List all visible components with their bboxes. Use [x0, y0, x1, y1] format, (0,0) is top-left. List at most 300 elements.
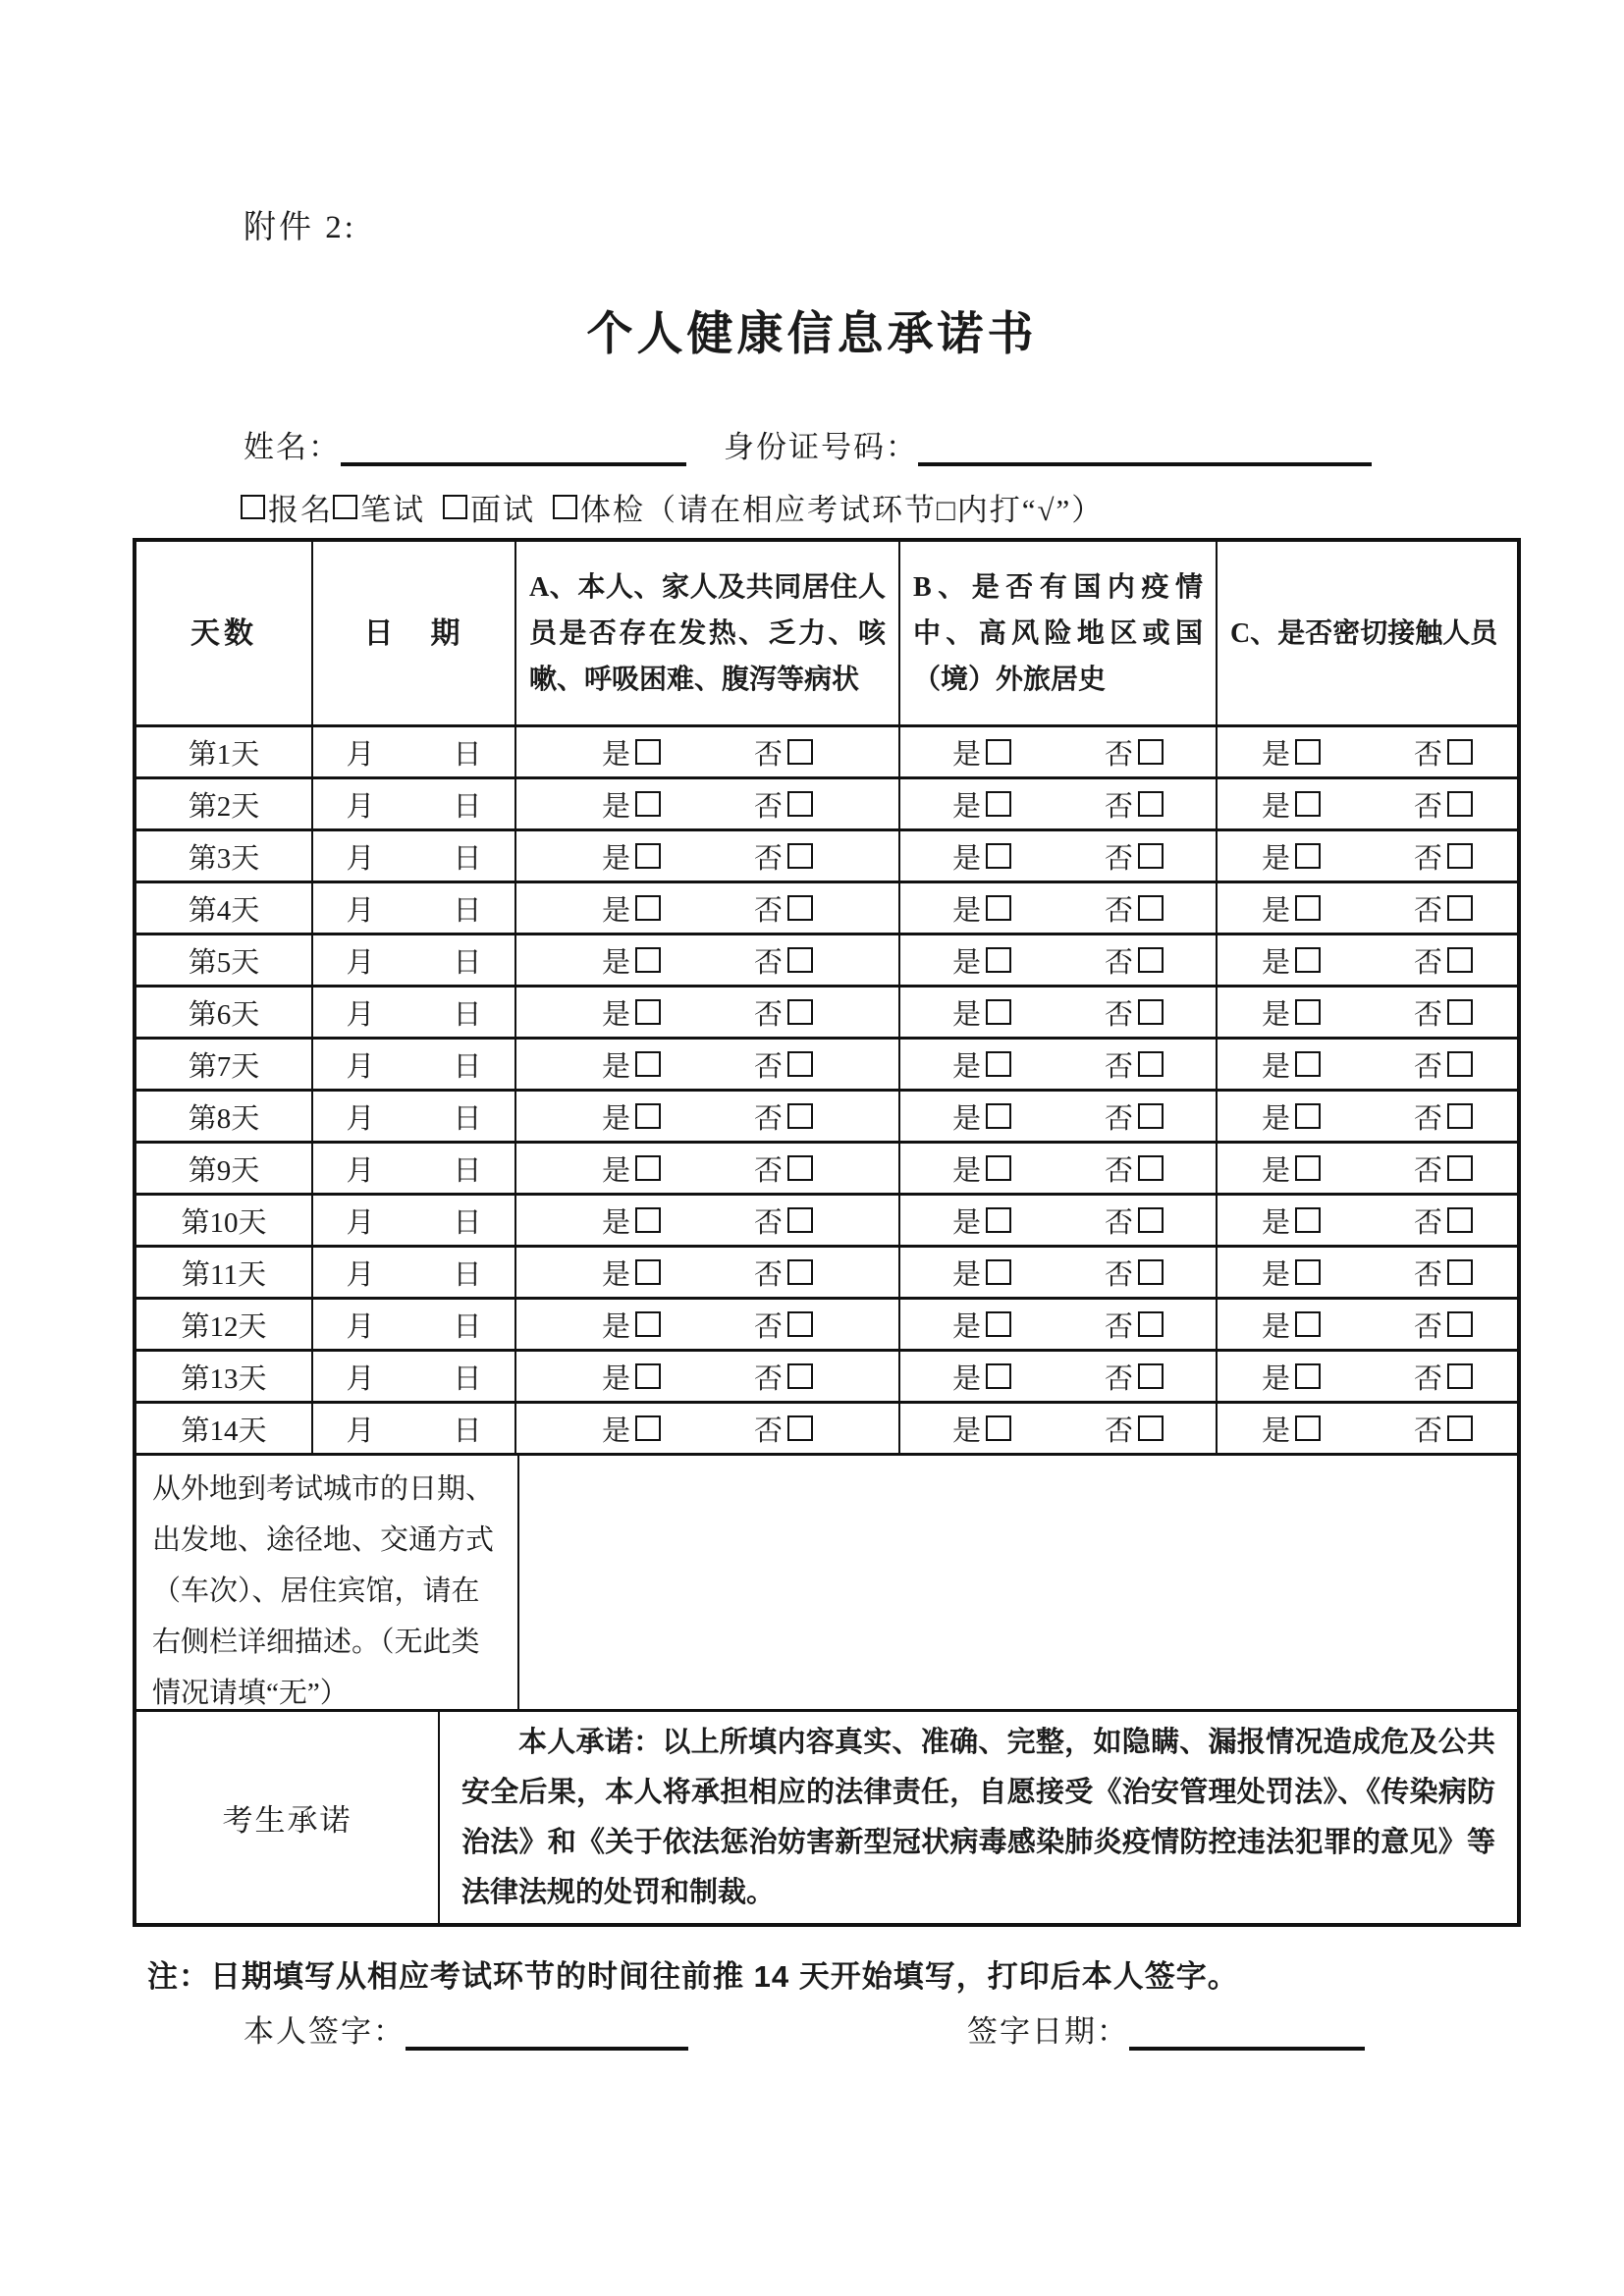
- signature-row: [0, 2006, 1624, 2056]
- yes-option: [952, 732, 1011, 773]
- health-table: [133, 538, 1521, 1927]
- no-option: [1105, 1201, 1164, 1241]
- yes-label: 是: [1261, 1310, 1290, 1343]
- no-checkbox[interactable]: [1447, 1259, 1473, 1285]
- answer-a-cell: [514, 831, 898, 881]
- month-label: 月: [346, 1310, 375, 1343]
- table-row: [136, 1245, 1517, 1297]
- day-cell: 第8天: [188, 1102, 260, 1135]
- yes-checkbox[interactable]: [635, 947, 661, 973]
- yes-checkbox[interactable]: [1295, 1207, 1321, 1233]
- day-label: 日: [453, 1258, 482, 1291]
- yes-label: 是: [601, 738, 630, 771]
- table-row: [136, 1037, 1517, 1089]
- answer-a-cell: [514, 1040, 898, 1089]
- no-option: [754, 1253, 813, 1293]
- date-cell[interactable]: [311, 1196, 514, 1245]
- exam-stage-option: [553, 485, 645, 529]
- date-cell[interactable]: [311, 779, 514, 828]
- no-checkbox[interactable]: [787, 1415, 813, 1441]
- month-label: 月: [346, 1415, 375, 1447]
- answer-a-cell: [514, 1300, 898, 1349]
- exam-option-label: 笔试: [360, 493, 425, 527]
- day-cell: 第13天: [181, 1362, 267, 1395]
- answer-a-cell: [514, 1092, 898, 1141]
- attachment-label: 附件 2:: [244, 210, 356, 245]
- month-label: 月: [346, 946, 375, 979]
- no-label: 否: [1414, 1362, 1443, 1395]
- yes-label: 是: [951, 1154, 981, 1187]
- yes-checkbox[interactable]: [1295, 947, 1321, 973]
- yes-checkbox[interactable]: [635, 843, 661, 869]
- no-label: 否: [754, 1415, 784, 1447]
- no-label: 否: [754, 842, 784, 875]
- day-rows: [136, 724, 1517, 1453]
- answer-a-cell: [514, 988, 898, 1037]
- no-option: [1414, 836, 1473, 877]
- yes-option: [952, 1148, 1011, 1189]
- yes-checkbox[interactable]: [1295, 1363, 1321, 1389]
- no-option: [754, 1201, 813, 1241]
- no-checkbox[interactable]: [787, 739, 813, 765]
- yes-label: 是: [1261, 842, 1290, 875]
- day-cell: 第3天: [188, 842, 260, 875]
- no-checkbox[interactable]: [1447, 1103, 1473, 1129]
- no-label: 否: [1414, 998, 1443, 1031]
- no-label: 否: [1105, 1102, 1134, 1135]
- no-label: 否: [754, 1258, 784, 1291]
- day-label: 日: [453, 1362, 482, 1395]
- header-close-contact: C、是否密切接触人员: [1216, 542, 1517, 724]
- month-label: 月: [346, 1154, 375, 1187]
- yes-option: [602, 1305, 661, 1345]
- no-label: 否: [754, 1154, 784, 1187]
- no-checkbox[interactable]: [1138, 1363, 1164, 1389]
- answer-b-cell: [898, 988, 1216, 1037]
- table-row: [136, 1297, 1517, 1349]
- yes-label: 是: [601, 1154, 630, 1187]
- table-row: [136, 1141, 1517, 1193]
- table-row: [136, 724, 1517, 776]
- yes-option: [1262, 1253, 1321, 1293]
- table-row: [136, 776, 1517, 828]
- no-label: 否: [754, 1310, 784, 1343]
- yes-option: [1262, 784, 1321, 825]
- yes-label: 是: [601, 1362, 630, 1395]
- no-checkbox[interactable]: [1138, 1311, 1164, 1337]
- yes-label: 是: [601, 1102, 630, 1135]
- yes-label: 是: [951, 1102, 981, 1135]
- no-checkbox[interactable]: [1138, 1207, 1164, 1233]
- no-option: [1105, 1148, 1164, 1189]
- no-label: 否: [1414, 790, 1443, 823]
- no-checkbox[interactable]: [1447, 895, 1473, 921]
- no-option: [754, 1409, 813, 1449]
- no-checkbox[interactable]: [1447, 1363, 1473, 1389]
- day-cell: 第6天: [188, 998, 260, 1031]
- exam-stage-checkbox[interactable]: [443, 495, 467, 519]
- yes-label: 是: [1261, 1102, 1290, 1135]
- no-option: [1105, 836, 1164, 877]
- yes-checkbox[interactable]: [1295, 1415, 1321, 1441]
- no-option: [1105, 1409, 1164, 1449]
- answer-b-cell: [898, 727, 1216, 776]
- day-label: 日: [453, 1310, 482, 1343]
- header-date: 日 期: [311, 542, 514, 724]
- answer-b-cell: [898, 935, 1216, 985]
- no-checkbox[interactable]: [1138, 999, 1164, 1025]
- yes-label: 是: [601, 946, 630, 979]
- yes-checkbox[interactable]: [1295, 843, 1321, 869]
- yes-checkbox[interactable]: [635, 895, 661, 921]
- yes-checkbox[interactable]: [986, 843, 1011, 869]
- no-option: [1414, 888, 1473, 929]
- yes-option: [1262, 1096, 1321, 1137]
- no-checkbox[interactable]: [787, 1259, 813, 1285]
- date-cell[interactable]: [311, 1352, 514, 1401]
- no-option: [1414, 1253, 1473, 1293]
- date-cell[interactable]: [311, 1040, 514, 1089]
- no-option: [1414, 1201, 1473, 1241]
- yes-checkbox[interactable]: [986, 1155, 1011, 1181]
- yes-checkbox[interactable]: [986, 1051, 1011, 1077]
- date-cell[interactable]: [311, 1404, 514, 1453]
- month-label: 月: [346, 842, 375, 875]
- answer-b-cell: [898, 1404, 1216, 1453]
- no-label: 否: [1105, 1310, 1134, 1343]
- no-option: [1414, 1409, 1473, 1449]
- yes-checkbox[interactable]: [635, 999, 661, 1025]
- yes-option: [952, 1253, 1011, 1293]
- yes-label: 是: [951, 1206, 981, 1239]
- travel-row: [136, 1453, 1517, 1709]
- no-checkbox[interactable]: [787, 843, 813, 869]
- yes-checkbox[interactable]: [635, 791, 661, 817]
- yes-checkbox[interactable]: [986, 1259, 1011, 1285]
- no-checkbox[interactable]: [1138, 739, 1164, 765]
- answer-b-cell: [898, 1040, 1216, 1089]
- no-checkbox[interactable]: [787, 1155, 813, 1181]
- yes-label: 是: [951, 1050, 981, 1083]
- yes-checkbox[interactable]: [986, 1311, 1011, 1337]
- no-label: 否: [1414, 1206, 1443, 1239]
- day-cell: 第12天: [181, 1310, 267, 1343]
- sign-date-underline[interactable]: [1129, 2017, 1365, 2051]
- yes-label: 是: [951, 1258, 981, 1291]
- day-label: 日: [453, 790, 482, 823]
- name-id-row: [244, 422, 1372, 466]
- no-checkbox[interactable]: [1138, 843, 1164, 869]
- id-underline[interactable]: [918, 433, 1372, 466]
- yes-checkbox[interactable]: [635, 739, 661, 765]
- day-label: 日: [453, 998, 482, 1031]
- month-label: 月: [346, 1258, 375, 1291]
- yes-label: 是: [1261, 1362, 1290, 1395]
- yes-option: [1262, 888, 1321, 929]
- answer-c-cell: [1216, 1300, 1517, 1349]
- yes-checkbox[interactable]: [1295, 895, 1321, 921]
- exam-option-label: 报名: [268, 493, 333, 527]
- no-option: [1414, 784, 1473, 825]
- no-checkbox[interactable]: [1447, 1311, 1473, 1337]
- yes-checkbox[interactable]: [986, 1207, 1011, 1233]
- date-cell[interactable]: [311, 1144, 514, 1193]
- month-label: 月: [346, 1102, 375, 1135]
- exam-stage-option: [241, 485, 333, 529]
- no-checkbox[interactable]: [1447, 791, 1473, 817]
- no-checkbox[interactable]: [787, 1051, 813, 1077]
- no-label: 否: [1105, 842, 1134, 875]
- no-checkbox[interactable]: [1447, 1155, 1473, 1181]
- yes-checkbox[interactable]: [1295, 1311, 1321, 1337]
- yes-checkbox[interactable]: [635, 1259, 661, 1285]
- answer-c-cell: [1216, 1196, 1517, 1245]
- exam-stage-checkbox[interactable]: [553, 495, 577, 519]
- day-label: 日: [453, 1415, 482, 1447]
- answer-b-cell: [898, 1300, 1216, 1349]
- yes-label: 是: [1261, 738, 1290, 771]
- header-days: 天数: [190, 616, 257, 650]
- no-option: [1105, 1305, 1164, 1345]
- month-label: 月: [346, 738, 375, 771]
- table-row: [136, 933, 1517, 985]
- day-label: 日: [453, 1206, 482, 1239]
- yes-checkbox[interactable]: [635, 1155, 661, 1181]
- table-header-row: [136, 542, 1517, 724]
- answer-a-cell: [514, 883, 898, 933]
- sign-date-label: 签字日期：: [967, 2014, 1129, 2049]
- yes-label: 是: [601, 1310, 630, 1343]
- yes-checkbox[interactable]: [986, 895, 1011, 921]
- date-cell[interactable]: [311, 883, 514, 933]
- yes-option: [952, 836, 1011, 877]
- date-cell[interactable]: [311, 935, 514, 985]
- yes-option: [952, 1409, 1011, 1449]
- yes-label: 是: [1261, 1050, 1290, 1083]
- date-cell[interactable]: [311, 1300, 514, 1349]
- no-label: 否: [1105, 998, 1134, 1031]
- yes-option: [1262, 1409, 1321, 1449]
- date-cell[interactable]: [311, 831, 514, 881]
- no-label: 否: [1105, 1050, 1134, 1083]
- no-label: 否: [1414, 1258, 1443, 1291]
- no-option: [1105, 1096, 1164, 1137]
- yes-checkbox[interactable]: [986, 999, 1011, 1025]
- yes-option: [602, 1148, 661, 1189]
- no-checkbox[interactable]: [787, 1311, 813, 1337]
- no-label: 否: [1414, 1310, 1443, 1343]
- no-checkbox[interactable]: [1138, 1415, 1164, 1441]
- date-cell[interactable]: [311, 1092, 514, 1141]
- no-checkbox[interactable]: [1447, 999, 1473, 1025]
- no-label: 否: [1105, 1154, 1134, 1187]
- yes-label: 是: [1261, 790, 1290, 823]
- yes-option: [952, 1305, 1011, 1345]
- no-checkbox[interactable]: [787, 1103, 813, 1129]
- no-checkbox[interactable]: [1138, 791, 1164, 817]
- day-label: 日: [453, 946, 482, 979]
- yes-checkbox[interactable]: [1295, 1259, 1321, 1285]
- answer-b-cell: [898, 1196, 1216, 1245]
- exam-stage-option: [333, 485, 425, 529]
- no-option: [1105, 784, 1164, 825]
- month-label: 月: [346, 790, 375, 823]
- pledge-row: [136, 1709, 1517, 1923]
- no-label: 否: [1105, 946, 1134, 979]
- month-label: 月: [346, 998, 375, 1031]
- answer-c-cell: [1216, 988, 1517, 1037]
- no-label: 否: [754, 894, 784, 927]
- answer-b-cell: [898, 1352, 1216, 1401]
- no-option: [754, 1305, 813, 1345]
- day-label: 日: [453, 1050, 482, 1083]
- no-option: [1414, 1044, 1473, 1085]
- yes-option: [952, 1357, 1011, 1397]
- no-checkbox[interactable]: [1138, 1051, 1164, 1077]
- table-row: [136, 1349, 1517, 1401]
- name-underline[interactable]: [341, 433, 686, 466]
- no-checkbox[interactable]: [1447, 1051, 1473, 1077]
- yes-option: [602, 1357, 661, 1397]
- yes-checkbox[interactable]: [635, 1363, 661, 1389]
- yes-checkbox[interactable]: [986, 947, 1011, 973]
- date-cell[interactable]: [311, 727, 514, 776]
- yes-label: 是: [601, 1050, 630, 1083]
- no-checkbox[interactable]: [787, 895, 813, 921]
- yes-checkbox[interactable]: [1295, 791, 1321, 817]
- no-checkbox[interactable]: [1138, 895, 1164, 921]
- yes-checkbox[interactable]: [1295, 1051, 1321, 1077]
- yes-checkbox[interactable]: [1295, 999, 1321, 1025]
- no-checkbox[interactable]: [1447, 843, 1473, 869]
- yes-label: 是: [601, 1415, 630, 1447]
- no-label: 否: [754, 1206, 784, 1239]
- no-checkbox[interactable]: [1138, 1259, 1164, 1285]
- no-checkbox[interactable]: [1447, 1207, 1473, 1233]
- exam-stage-checkbox[interactable]: [241, 495, 265, 519]
- table-row: [136, 1193, 1517, 1245]
- date-cell[interactable]: [311, 988, 514, 1037]
- yes-label: 是: [951, 1362, 981, 1395]
- no-label: 否: [754, 1102, 784, 1135]
- answer-b-cell: [898, 1144, 1216, 1193]
- yes-checkbox[interactable]: [986, 791, 1011, 817]
- month-label: 月: [346, 894, 375, 927]
- yes-checkbox[interactable]: [986, 1103, 1011, 1129]
- no-checkbox[interactable]: [1447, 1415, 1473, 1441]
- no-checkbox[interactable]: [1138, 1155, 1164, 1181]
- day-cell: 第10天: [181, 1206, 267, 1239]
- no-option: [1414, 1148, 1473, 1189]
- no-option: [1414, 940, 1473, 981]
- answer-c-cell: [1216, 1404, 1517, 1453]
- travel-details-area[interactable]: [517, 1456, 1517, 1709]
- no-checkbox[interactable]: [1138, 1103, 1164, 1129]
- no-label: 否: [1414, 1154, 1443, 1187]
- no-label: 否: [754, 790, 784, 823]
- no-option: [754, 1096, 813, 1137]
- answer-c-cell: [1216, 1144, 1517, 1193]
- yes-option: [602, 836, 661, 877]
- no-label: 否: [1414, 1102, 1443, 1135]
- yes-option: [952, 784, 1011, 825]
- yes-checkbox[interactable]: [635, 1051, 661, 1077]
- no-checkbox[interactable]: [787, 1363, 813, 1389]
- month-label: 月: [346, 1050, 375, 1083]
- name-label: 姓名：: [244, 430, 341, 464]
- signature-underline[interactable]: [406, 2017, 688, 2051]
- no-label: 否: [1105, 1206, 1134, 1239]
- yes-checkbox[interactable]: [635, 1415, 661, 1441]
- answer-c-cell: [1216, 1352, 1517, 1401]
- answer-b-cell: [898, 779, 1216, 828]
- no-checkbox[interactable]: [787, 947, 813, 973]
- day-label: 日: [453, 842, 482, 875]
- no-option: [1105, 888, 1164, 929]
- exam-stage-row: [241, 485, 1104, 529]
- no-label: 否: [1414, 738, 1443, 771]
- yes-label: 是: [951, 790, 981, 823]
- yes-checkbox[interactable]: [635, 1311, 661, 1337]
- answer-a-cell: [514, 779, 898, 828]
- no-label: 否: [1105, 1415, 1134, 1447]
- yes-checkbox[interactable]: [1295, 1155, 1321, 1181]
- yes-option: [602, 784, 661, 825]
- answer-c-cell: [1216, 1248, 1517, 1297]
- exam-instruction: （请在相应考试环节□内打“√”）: [645, 493, 1105, 527]
- yes-option: [1262, 1201, 1321, 1241]
- no-checkbox[interactable]: [787, 791, 813, 817]
- yes-checkbox[interactable]: [986, 1415, 1011, 1441]
- no-label: 否: [754, 998, 784, 1031]
- day-cell: 第7天: [188, 1050, 260, 1083]
- exam-stage-checkbox[interactable]: [333, 495, 357, 519]
- yes-label: 是: [1261, 998, 1290, 1031]
- no-option: [754, 732, 813, 773]
- answer-b-cell: [898, 883, 1216, 933]
- yes-checkbox[interactable]: [635, 1207, 661, 1233]
- yes-option: [1262, 1148, 1321, 1189]
- yes-label: 是: [601, 842, 630, 875]
- yes-checkbox[interactable]: [986, 739, 1011, 765]
- no-checkbox[interactable]: [787, 999, 813, 1025]
- no-checkbox[interactable]: [1138, 947, 1164, 973]
- yes-option: [1262, 1357, 1321, 1397]
- yes-checkbox[interactable]: [635, 1103, 661, 1129]
- no-label: 否: [754, 946, 784, 979]
- yes-label: 是: [951, 946, 981, 979]
- answer-c-cell: [1216, 883, 1517, 933]
- yes-checkbox[interactable]: [986, 1363, 1011, 1389]
- day-cell: 第9天: [188, 1154, 260, 1187]
- date-cell[interactable]: [311, 1248, 514, 1297]
- yes-option: [602, 1096, 661, 1137]
- yes-label: 是: [1261, 1206, 1290, 1239]
- yes-checkbox[interactable]: [1295, 1103, 1321, 1129]
- no-checkbox[interactable]: [787, 1207, 813, 1233]
- no-option: [1105, 1357, 1164, 1397]
- answer-b-cell: [898, 1092, 1216, 1141]
- yes-checkbox[interactable]: [1295, 739, 1321, 765]
- no-checkbox[interactable]: [1447, 947, 1473, 973]
- header-symptoms: A、本人、家人及共同居住人员是否存在发热、乏力、咳嗽、呼吸困难、腹泻等病状: [514, 542, 898, 724]
- no-label: 否: [1414, 1415, 1443, 1447]
- no-checkbox[interactable]: [1447, 739, 1473, 765]
- yes-label: 是: [601, 998, 630, 1031]
- yes-label: 是: [1261, 1154, 1290, 1187]
- yes-option: [952, 1201, 1011, 1241]
- yes-option: [602, 732, 661, 773]
